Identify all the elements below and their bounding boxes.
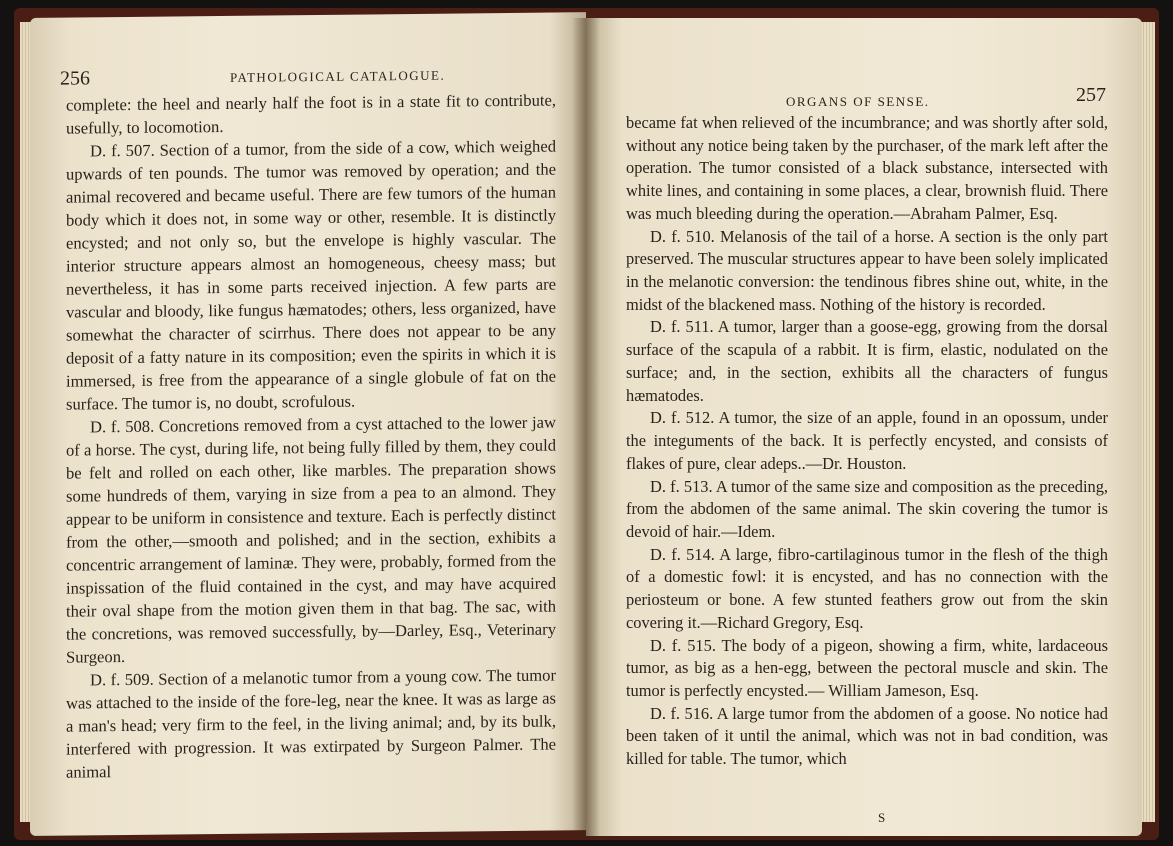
running-head: PATHOLOGICAL CATALOGUE. (230, 67, 446, 85)
page-number: 256 (60, 67, 90, 90)
body-text (66, 88, 556, 783)
signature-mark: S (878, 810, 886, 825)
book-gutter (572, 18, 600, 836)
paragraph: became fat when relieved of the incumbrance; and was shortly after sold, without any notice being taken by the purchaser, of the mark left after the operation. The tumor consisted of a black substance, intersected with white lines, and containing in some places, a clear, brownish fluid. There was much bleeding during the operation.—Abraham Palmer, Esq. (626, 113, 1108, 223)
left-page (30, 12, 586, 836)
paragraph: D. f. 512. A tumor, the size of an apple, found in an opossum, under the integuments of the back. It is perfectly encysted, and consists of flakes of pure, clear adeps..—Dr. Houston. (626, 408, 1108, 473)
paragraph: D. f. 508. Concretions removed from a cyst attached to the lower jaw of a horse. The cyst, during life, not being fully filled by them, they could be felt and rolled on each other, like marbles. The preparation shows some hundreds of them, varying in size from a pea to an almond. They appear to be uniform in consistence and texture. Each is perfectly distinct from the other,—smooth and polished; and in the section, exhibits a concentric arrangement of laminæ. They were, probably, formed from the inspissation of the fluid contained in the cyst, and may have acquired their oval shape from the motion given them in that bag. The sac, with the concretions, was removed successfully, by—Darley, Esq., Veterinary Surgeon. (66, 412, 556, 667)
paragraph: D. f. 515. The body of a pigeon, showing a firm, white, lardaceous tumor, as big as a hen-egg, between the pectoral muscle and skin. The tumor is perfectly encysted.— William Jameson, Esq. (626, 635, 1108, 700)
paragraph: complete: the heel and nearly half the foot is in a state fit to contribute, usefully, to locomotion. (66, 90, 556, 138)
paragraph: D. f. 513. A tumor of the same size and composition as the preceding, from the abdomen of the same animal. The skin covering the tumor is devoid of hair.—Idem. (626, 476, 1108, 541)
paragraph: D. f. 509. Section of a melanotic tumor from a young cow. The tumor was attached to the inside of the fore-leg, near the knee. It was as large as a man's head; very firm to the feel, in the living animal; and, by its bulk, interfered with progression. It was extirpated by Surgeon Palmer. The animal (66, 665, 556, 782)
paragraph: D. f. 510. Melanosis of the tail of a horse. A section is the only part preserved. The muscular structures appear to have been solely implicated in the melanotic conversion: the tendinous fibres shine out, white, in the midst of the blackened mass. Nothing of the history is recorded. (626, 226, 1108, 314)
page-number: 257 (1076, 84, 1106, 106)
right-page (586, 18, 1142, 836)
body-text (626, 112, 1108, 771)
paragraph: D. f. 514. A large, fibro-cartilaginous tumor in the flesh of the thigh of a domestic fowl: it is encysted, and has no connection with the periosteum or bone. A few stunted feathers grow out from the skin covering it.—Richard Gregory, Esq. (626, 544, 1108, 632)
running-head: ORGANS OF SENSE. (786, 94, 930, 109)
paragraph: D. f. 511. A tumor, larger than a goose-egg, growing from the dorsal surface of the scapula of a rabbit. It is firm, elastic, nodulated on the surface; and, in the section, exhibits all the characters of fungus hæmatodes. (626, 317, 1108, 405)
paragraph: D. f. 507. Section of a tumor, from the side of a cow, which weighed upwards of ten pounds. The tumor was removed by operation; and the animal recovered and became useful. There are few tumors of the human body which it does not, in some way or other, resemble. It is distinctly encysted; and not only so, but the envelope is highly vascular. The interior structure appears almost an homogeneous, cheesy mass; but nevertheless, it has in some parts received injection. A few parts are vascular and bloody, like fungus hæmatodes; others, less organized, have somewhat the character of scirrhus. There does not appear to be any deposit of a fatty nature in its composition; even the spirits in which it is immersed, is free from the appearance of a single globule of fat on the surface. The tumor is, no doubt, scrofulous. (66, 136, 556, 414)
paragraph: D. f. 516. A large tumor from the abdomen of a goose. No notice had been taken of it until the animal, which was not in bad condition, was killed for table. The tumor, which (626, 703, 1108, 769)
